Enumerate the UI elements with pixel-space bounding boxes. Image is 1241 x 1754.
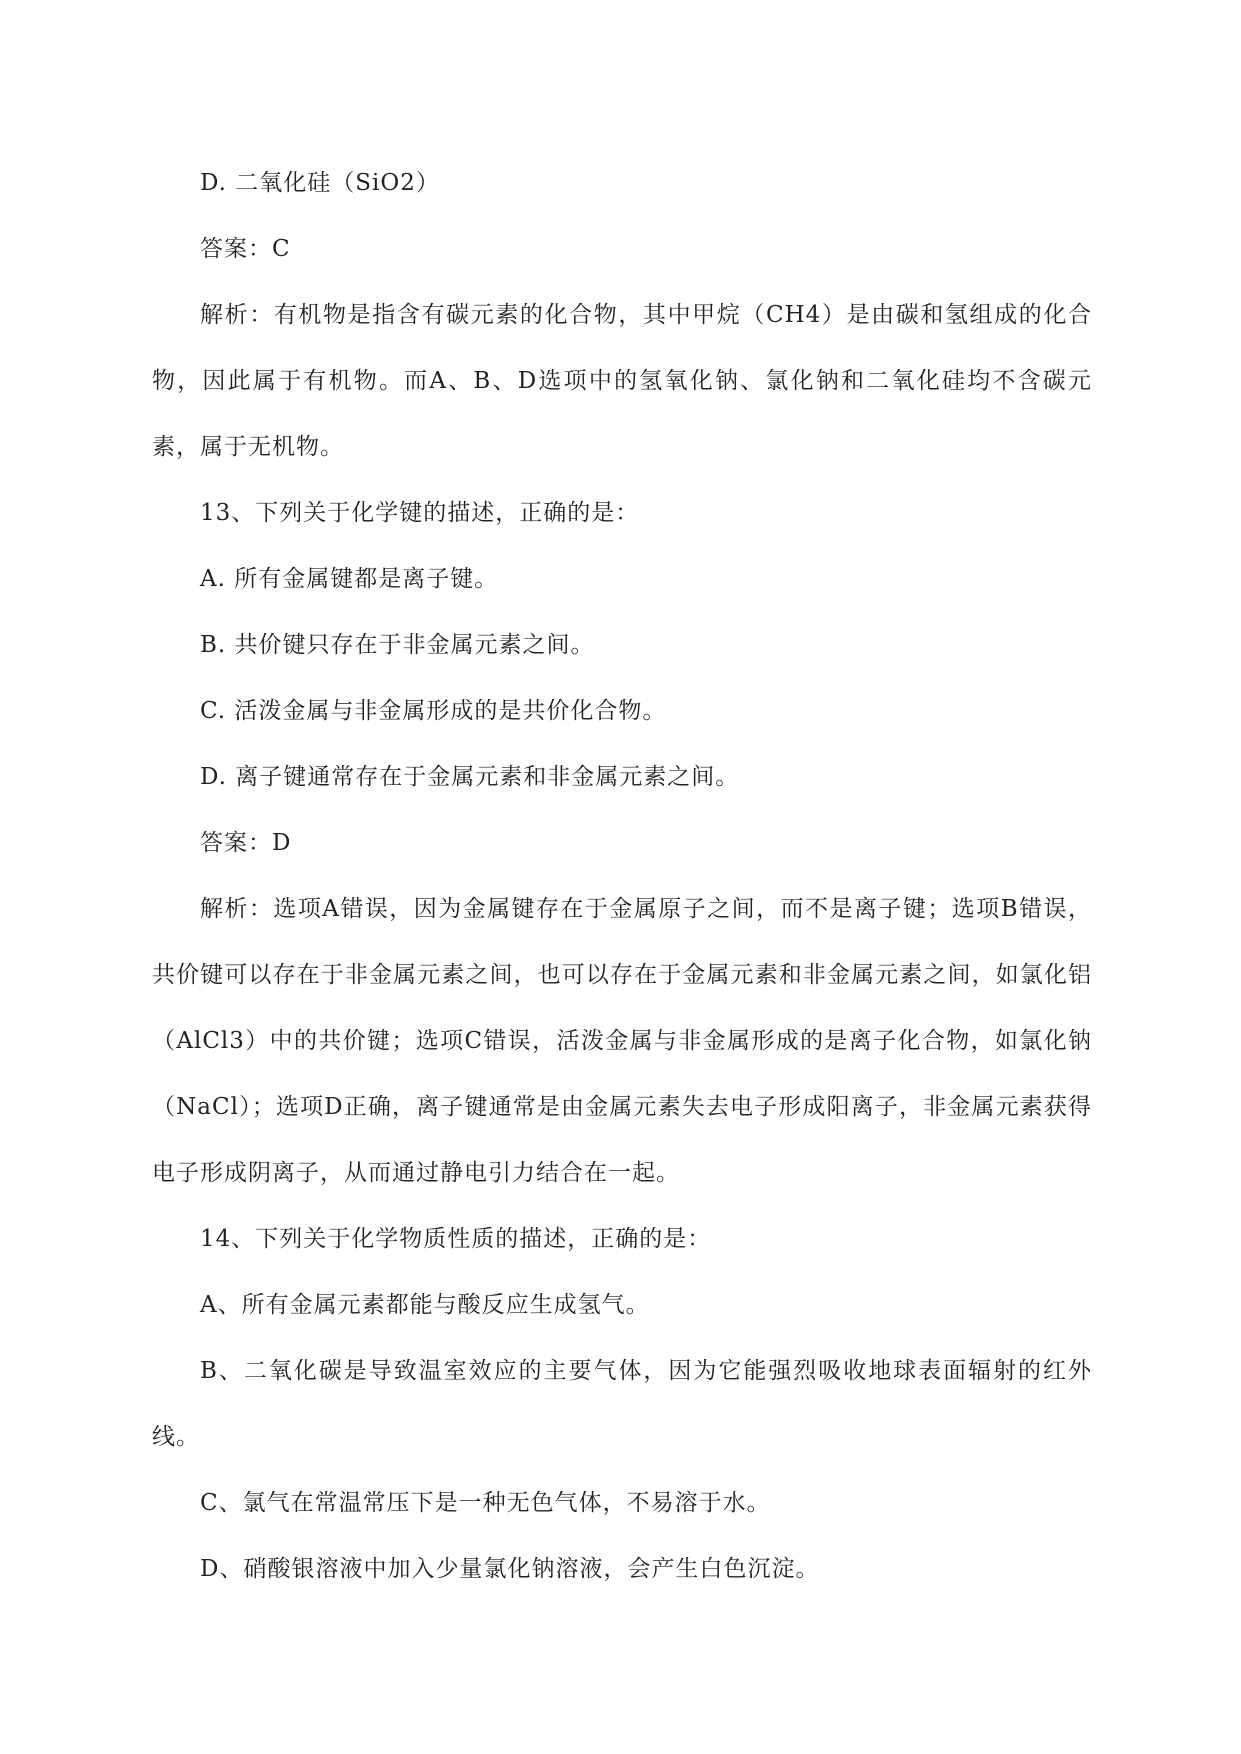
q13-option-c: C. 活泼金属与非金属形成的是共价化合物。	[200, 698, 667, 724]
q12-analysis: 解析：有机物是指含有碳元素的化合物，其中甲烷（CH4）是由碳和氢组成的化合物，因此属于有机物。而A、B、D选项中的氢氧化钠、氯化钠和二氧化硅均不含碳元素，属于无机物。	[152, 302, 1092, 460]
q13-analysis: 解析：选项A错误，因为金属键存在于金属原子之间，而不是离子键；选项B错误，共价键可以存在于非金属元素之间，也可以存在于金属元素和非金属元素之间，如氯化铝（AlCl3）中的共价键；选项C错误，活泼金属与非金属形成的是离子化合物，如氯化钠（NaCl）；选项D正确，离子键通常是由金属元素失去电子形成阳离子，非金属元素获得电子形成阴离子，从而通过静电引力结合在一起。	[152, 896, 1092, 1186]
q13-option-a: A. 所有金属键都是离子键。	[200, 566, 499, 592]
q12-option-d: D. 二氧化硅（SiO2）	[200, 170, 440, 196]
q14-question: 14、下列关于化学物质性质的描述，正确的是：	[200, 1226, 712, 1252]
q13-answer: 答案：D	[200, 830, 292, 856]
q14-option-d: D、硝酸银溶液中加入少量氯化钠溶液，会产生白色沉淀。	[200, 1556, 820, 1582]
q13-option-b: B. 共价键只存在于非金属元素之间。	[200, 632, 595, 658]
q13-question: 13、下列关于化学键的描述，正确的是：	[200, 500, 640, 526]
q12-answer: 答案：C	[200, 236, 291, 262]
q14-option-c: C、氯气在常温常压下是一种无色气体，不易溶于水。	[200, 1490, 771, 1516]
q14-option-b: B、二氧化碳是导致温室效应的主要气体，因为它能强烈吸收地球表面辐射的红外线。	[152, 1358, 1092, 1450]
q13-option-d: D. 离子键通常存在于金属元素和非金属元素之间。	[200, 764, 740, 790]
q14-option-a: A、所有金属元素都能与酸反应生成氢气。	[200, 1292, 650, 1318]
document-body	[152, 150, 1092, 1602]
